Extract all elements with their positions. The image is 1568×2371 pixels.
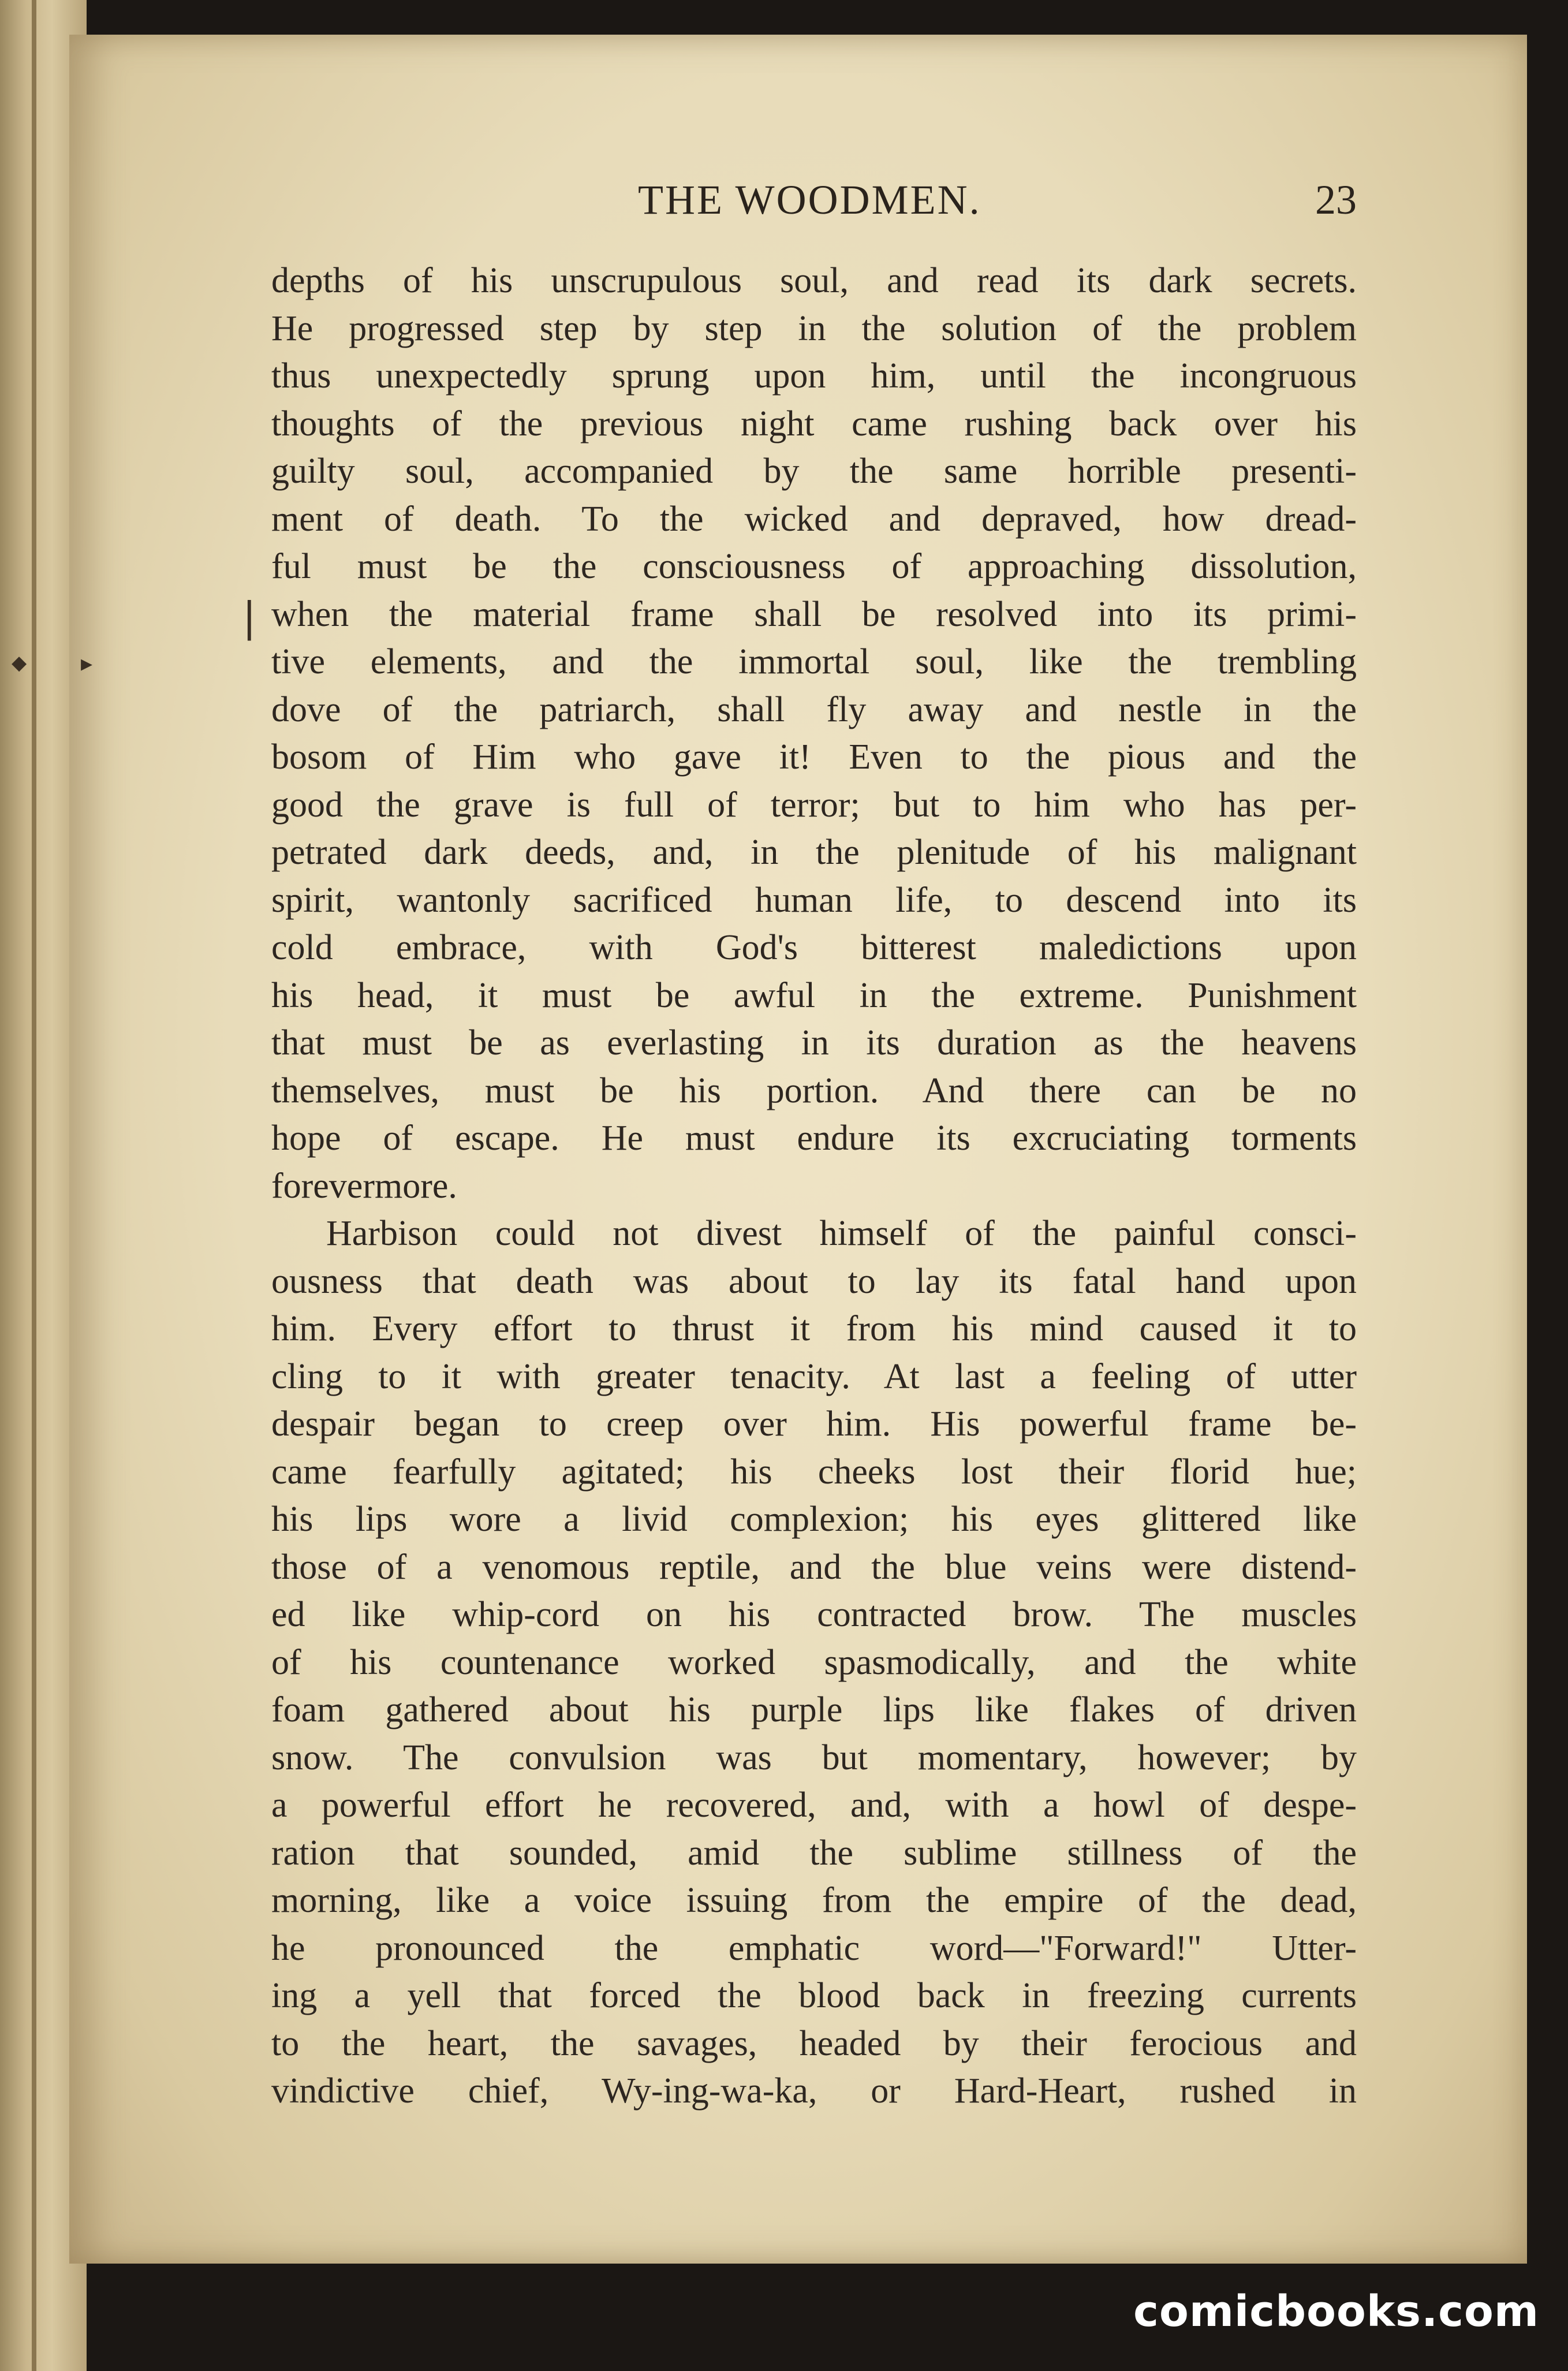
watermark: comicbooks.com xyxy=(1133,2287,1539,2336)
text-line: He progressed step by step in the solution of the problem xyxy=(271,308,1357,348)
text-line: guilty soul, accompanied by the same horrible presenti- xyxy=(271,452,1357,491)
body-text xyxy=(271,257,1357,2115)
text-line: his lips wore a livid complexion; his eyes glittered like xyxy=(271,1500,1357,1539)
text-line: that must be as everlasting in its duration as the heavens xyxy=(271,1023,1357,1063)
text-line: ment of death. To the wicked and depraved, how dread- xyxy=(271,499,1357,539)
text-line: bosom of Him who gave it! Even to the pious and the xyxy=(271,737,1357,777)
text-line: good the grave is full of terror; but to him who has per- xyxy=(271,785,1357,825)
text-line: depths of his unscrupulous soul, and read its dark secrets. xyxy=(271,261,1357,300)
binding-edge xyxy=(32,0,36,2371)
text-line: to the heart, the savages, headed by their ferocious and xyxy=(271,2023,1357,2063)
text-line: petrated dark deeds, and, in the plenitude of his malignant xyxy=(271,833,1357,872)
paragraph-end-line: forevermore. xyxy=(271,1166,457,1206)
text-line: hope of escape. He must endure its excruciating torments xyxy=(271,1119,1357,1158)
text-line: of his countenance worked spasmodically, and the white xyxy=(271,1642,1357,1682)
text-line: ful must be the consciousness of approaching dissolution, xyxy=(271,547,1357,586)
text-line: spirit, wantonly sacrificed human life, to descend into its xyxy=(271,880,1357,920)
text-line: his head, it must be awful in the extreme. Punishment xyxy=(271,975,1357,1015)
text-line: cling to it with greater tenacity. At last a feeling of utter xyxy=(271,1356,1357,1396)
text-line: ration that sounded, amid the sublime stillness of the xyxy=(271,1833,1357,1873)
text-line: cold embrace, with God's bitterest maledictions upon xyxy=(271,928,1357,967)
text-line: a powerful effort he recovered, and, with a howl of despe- xyxy=(271,1785,1357,1825)
text-line: when the material frame shall be resolved into its primi- xyxy=(271,594,1357,634)
text-line: snow. The convulsion was but momentary, however; by xyxy=(271,1738,1357,1777)
paragraph-start-line: Harbison could not divest himself of the painful consci- xyxy=(326,1214,1357,1253)
text-line: those of a venomous reptile, and the blue veins were distend- xyxy=(271,1547,1357,1587)
page-number: 23 xyxy=(1315,177,1357,223)
text-line: he pronounced the emphatic word—"Forward!" Utter- xyxy=(271,1928,1357,1968)
text-line: him. Every effort to thrust it from his mind caused it to xyxy=(271,1309,1357,1348)
text-line: themselves, must be his portion. And there can be no xyxy=(271,1071,1357,1110)
margin-bracket-mark: | xyxy=(242,594,256,641)
text-line: ing a yell that forced the blood back in freezing currents xyxy=(271,1976,1357,2015)
text-line: despair began to creep over him. His powerful frame be- xyxy=(271,1404,1357,1444)
text-line: came fearfully agitated; his cheeks lost their florid hue; xyxy=(271,1452,1357,1492)
text-line: ed like whip-cord on his contracted brow. The muscles xyxy=(271,1595,1357,1634)
text-line: ousness that death was about to lay its fatal hand upon xyxy=(271,1261,1357,1301)
text-line: thus unexpectedly sprung upon him, until the incongruous xyxy=(271,356,1357,396)
text-line: foam gathered about his purple lips like flakes of driven xyxy=(271,1690,1357,1729)
text-line: thoughts of the previous night came rushing back over his xyxy=(271,404,1357,443)
text-line: tive elements, and the immortal soul, like the trembling xyxy=(271,642,1357,681)
text-line: dove of the patriarch, shall fly away and nestle in the xyxy=(271,689,1357,729)
margin-arrow-mark: ▸ xyxy=(81,650,93,677)
text-line: vindictive chief, Wy-ing-wa-ka, or Hard-Heart, rushed in xyxy=(271,2071,1357,2111)
running-head: THE WOODMEN. xyxy=(638,177,981,223)
margin-diamond-mark: ◆ xyxy=(12,651,27,674)
text-line: morning, like a voice issuing from the empire of the dead, xyxy=(271,1881,1357,1920)
